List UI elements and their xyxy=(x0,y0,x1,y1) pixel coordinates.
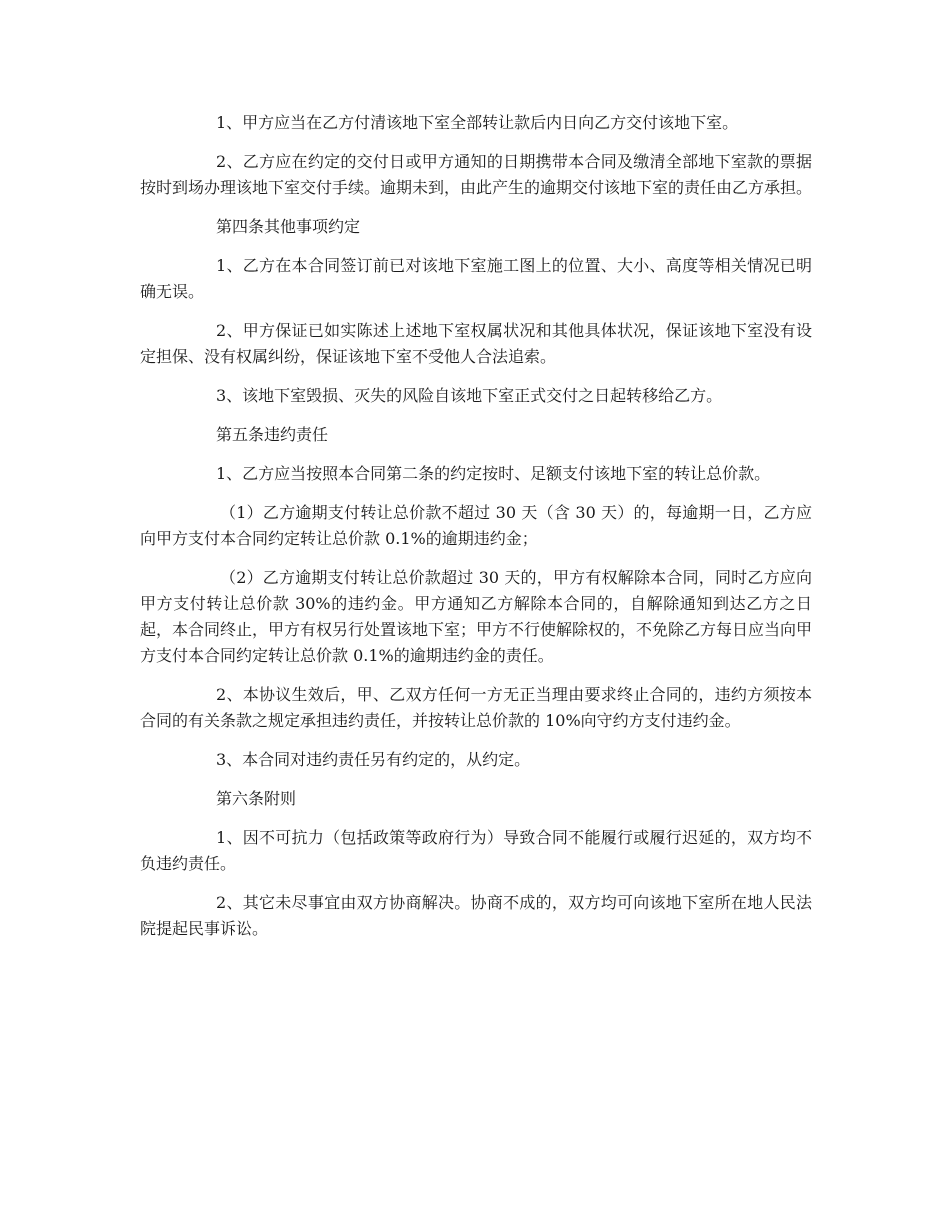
document-body xyxy=(140,110,812,955)
clause-paragraph: 2、甲方保证已如实陈述上述地下室权属状况和其他具体状况，保证该地下室没有设定担保、没有权属纠纷，保证该地下室不受他人合法追索。 xyxy=(140,321,812,366)
sub-clause-paragraph: （1）乙方逾期支付转让总价款不超过 30 天（含 30 天）的，每逾期一日，乙方应向甲方支付本合同约定转让总价款 0.1%的逾期违约金； xyxy=(140,503,812,548)
clause-paragraph: 1、乙方在本合同签订前已对该地下室施工图上的位置、大小、高度等相关情况已明确无误。 xyxy=(140,256,812,301)
clause-paragraph: 1、乙方应当按照本合同第二条的约定按时、足额支付该地下室的转让总价款。 xyxy=(216,464,771,483)
clause-paragraph: 2、乙方应在约定的交付日或甲方通知的日期携带本合同及缴清全部地下室款的票据按时到场办理该地下室交付手续。逾期未到，由此产生的逾期交付该地下室的责任由乙方承担。 xyxy=(140,152,813,197)
article-heading: 第六条附则 xyxy=(216,789,297,808)
article-heading: 第五条违约责任 xyxy=(216,425,329,444)
article-heading: 第四条其他事项约定 xyxy=(216,217,361,236)
clause-paragraph: 2、本协议生效后，甲、乙双方任何一方无正当理由要求终止合同的，违约方须按本合同的有关条款之规定承担违约责任，并按转让总价款的 10%向守约方支付违约金。 xyxy=(140,685,812,730)
sub-clause-paragraph: （2）乙方逾期支付转让总价款超过 30 天的，甲方有权解除本合同，同时乙方应向甲方支付转让总价款 30%的违约金。甲方通知乙方解除本合同的，自解除通知到达乙方之日起，本合同终止，甲方有权另行处置该地下室；甲方不行使解除权的，不免除乙方每日应当向甲方支付本合同约定转让总价款 0.1%的逾期违约金的责任。 xyxy=(140,568,813,665)
clause-paragraph: 2、其它未尽事宜由双方协商解决。协商不成的，双方均可向该地下室所在地人民法院提起民事诉讼。 xyxy=(140,893,812,938)
clause-paragraph: 3、本合同对违约责任另有约定的，从约定。 xyxy=(216,750,531,769)
clause-paragraph: 1、甲方应当在乙方付清该地下室全部转让款后内日向乙方交付该地下室。 xyxy=(216,113,739,132)
clause-paragraph: 3、该地下室毁损、灭失的风险自该地下室正式交付之日起转移给乙方。 xyxy=(216,386,723,405)
clause-paragraph: 1、因不可抗力（包括政策等政府行为）导致合同不能履行或履行迟延的，双方均不负违约责任。 xyxy=(140,828,812,873)
